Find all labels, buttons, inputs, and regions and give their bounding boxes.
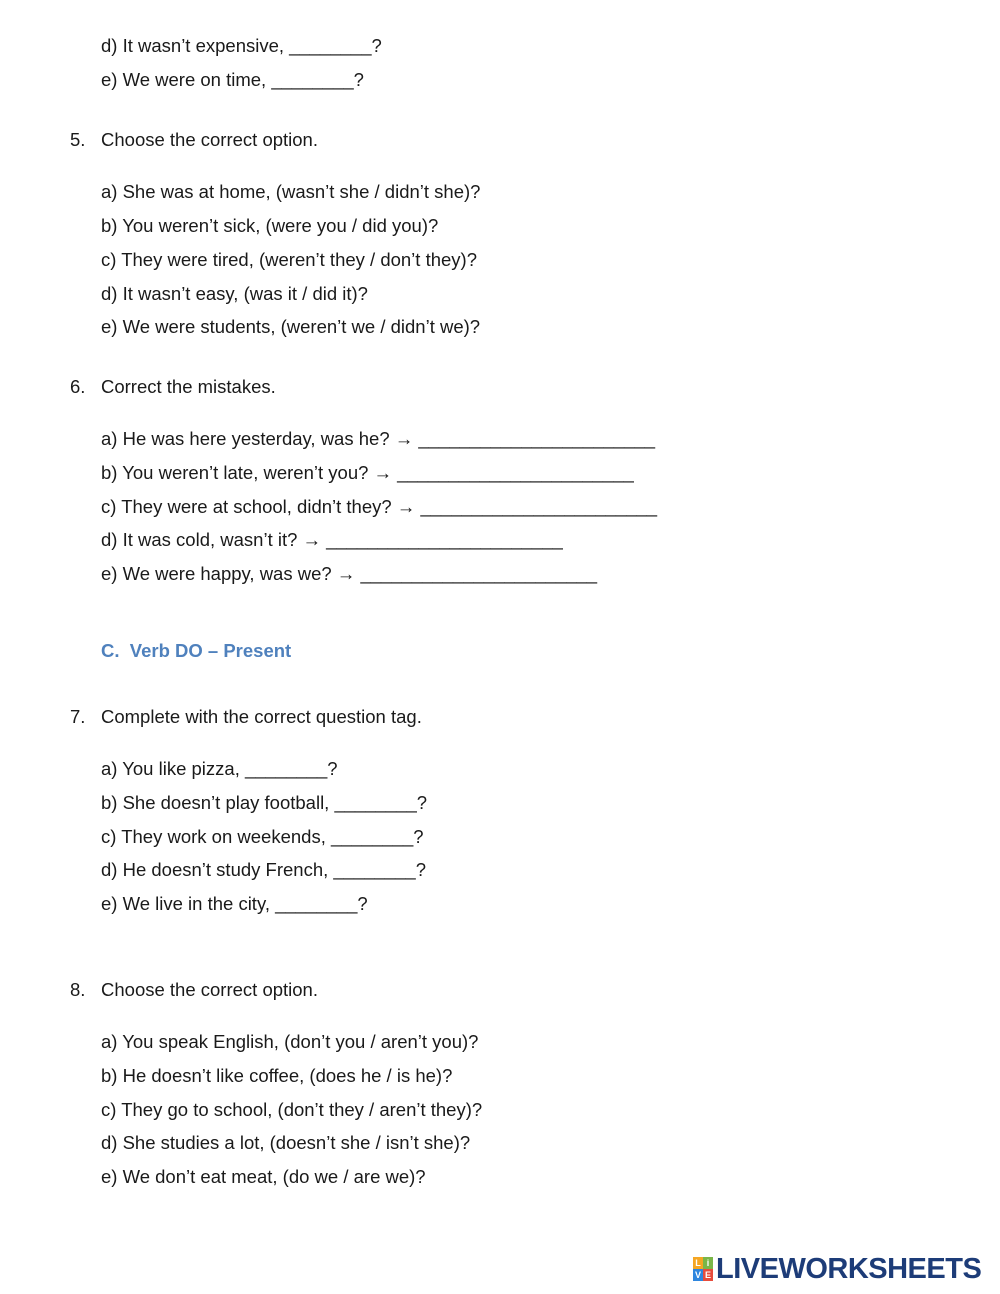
q5-item-a: a) She was at home, (wasn’t she / didn’t she)? (101, 181, 481, 202)
q7-item-c: c) They work on weekends, ________? (101, 826, 424, 847)
liveworksheets-logo (693, 1254, 989, 1284)
q5-item-e: e) We were students, (weren’t we / didn’t we)? (101, 316, 481, 337)
q4-item-d: d) It wasn’t expensive, ________? (101, 35, 382, 56)
logo-badge-i: i (703, 1257, 713, 1269)
q4-item-e: e) We were on time, ________? (101, 69, 364, 90)
q8-number: 8. (70, 979, 86, 1000)
q5-item-c: c) They were tired, (weren’t they / don’t they)? (101, 249, 477, 270)
q7-number: 7. (70, 706, 86, 727)
q7-item-d: d) He doesn’t study French, ________? (101, 859, 426, 880)
q5-prompt: Choose the correct option. (101, 129, 318, 150)
section-c-heading: C. Verb DO – Present (101, 640, 292, 661)
q7-prompt: Complete with the correct question tag. (101, 706, 422, 727)
q6-item-e: e) We were happy, was we? → _______________________ (101, 563, 598, 584)
logo-badge-v: V (694, 1270, 701, 1280)
q7-item-b: b) She doesn’t play football, ________? (101, 792, 428, 813)
q6-item-d: d) It was cold, wasn’t it? → _______________________ (101, 529, 563, 550)
q7-item-a: a) You like pizza, ________? (101, 758, 338, 779)
q6-item-c: c) They were at school, didn’t they? → _______________________ (101, 496, 658, 517)
q7-item-e: e) We live in the city, ________? (101, 893, 368, 914)
logo-badge-e: E (704, 1270, 711, 1280)
q8-item-c: c) They go to school, (don’t they / aren’t they)? (101, 1099, 483, 1120)
q8-prompt: Choose the correct option. (101, 979, 318, 1000)
q8-item-d: d) She studies a lot, (doesn’t she / isn’t she)? (101, 1132, 471, 1153)
q5-number: 5. (70, 129, 86, 150)
q5-item-b: b) You weren’t sick, (were you / did you)? (101, 215, 439, 236)
q8-item-a: a) You speak English, (don’t you / aren’t you)? (101, 1031, 479, 1052)
logo-badge-icon (693, 1257, 713, 1281)
q5-item-d: d) It wasn’t easy, (was it / did it)? (101, 283, 368, 304)
q6-item-b: b) You weren’t late, weren’t you? → _______________________ (101, 462, 634, 483)
logo-badge-l: L (693, 1257, 703, 1269)
q8-item-e: e) We don’t eat meat, (do we / are we)? (101, 1166, 426, 1187)
q8-item-b: b) He doesn’t like coffee, (does he / is he)? (101, 1065, 453, 1086)
q6-number: 6. (70, 376, 86, 397)
q6-prompt: Correct the mistakes. (101, 376, 276, 397)
logo-brand-text: LIVEWORKSHEETS (716, 1253, 982, 1285)
q6-item-a: a) He was here yesterday, was he? → _______________________ (101, 428, 656, 449)
